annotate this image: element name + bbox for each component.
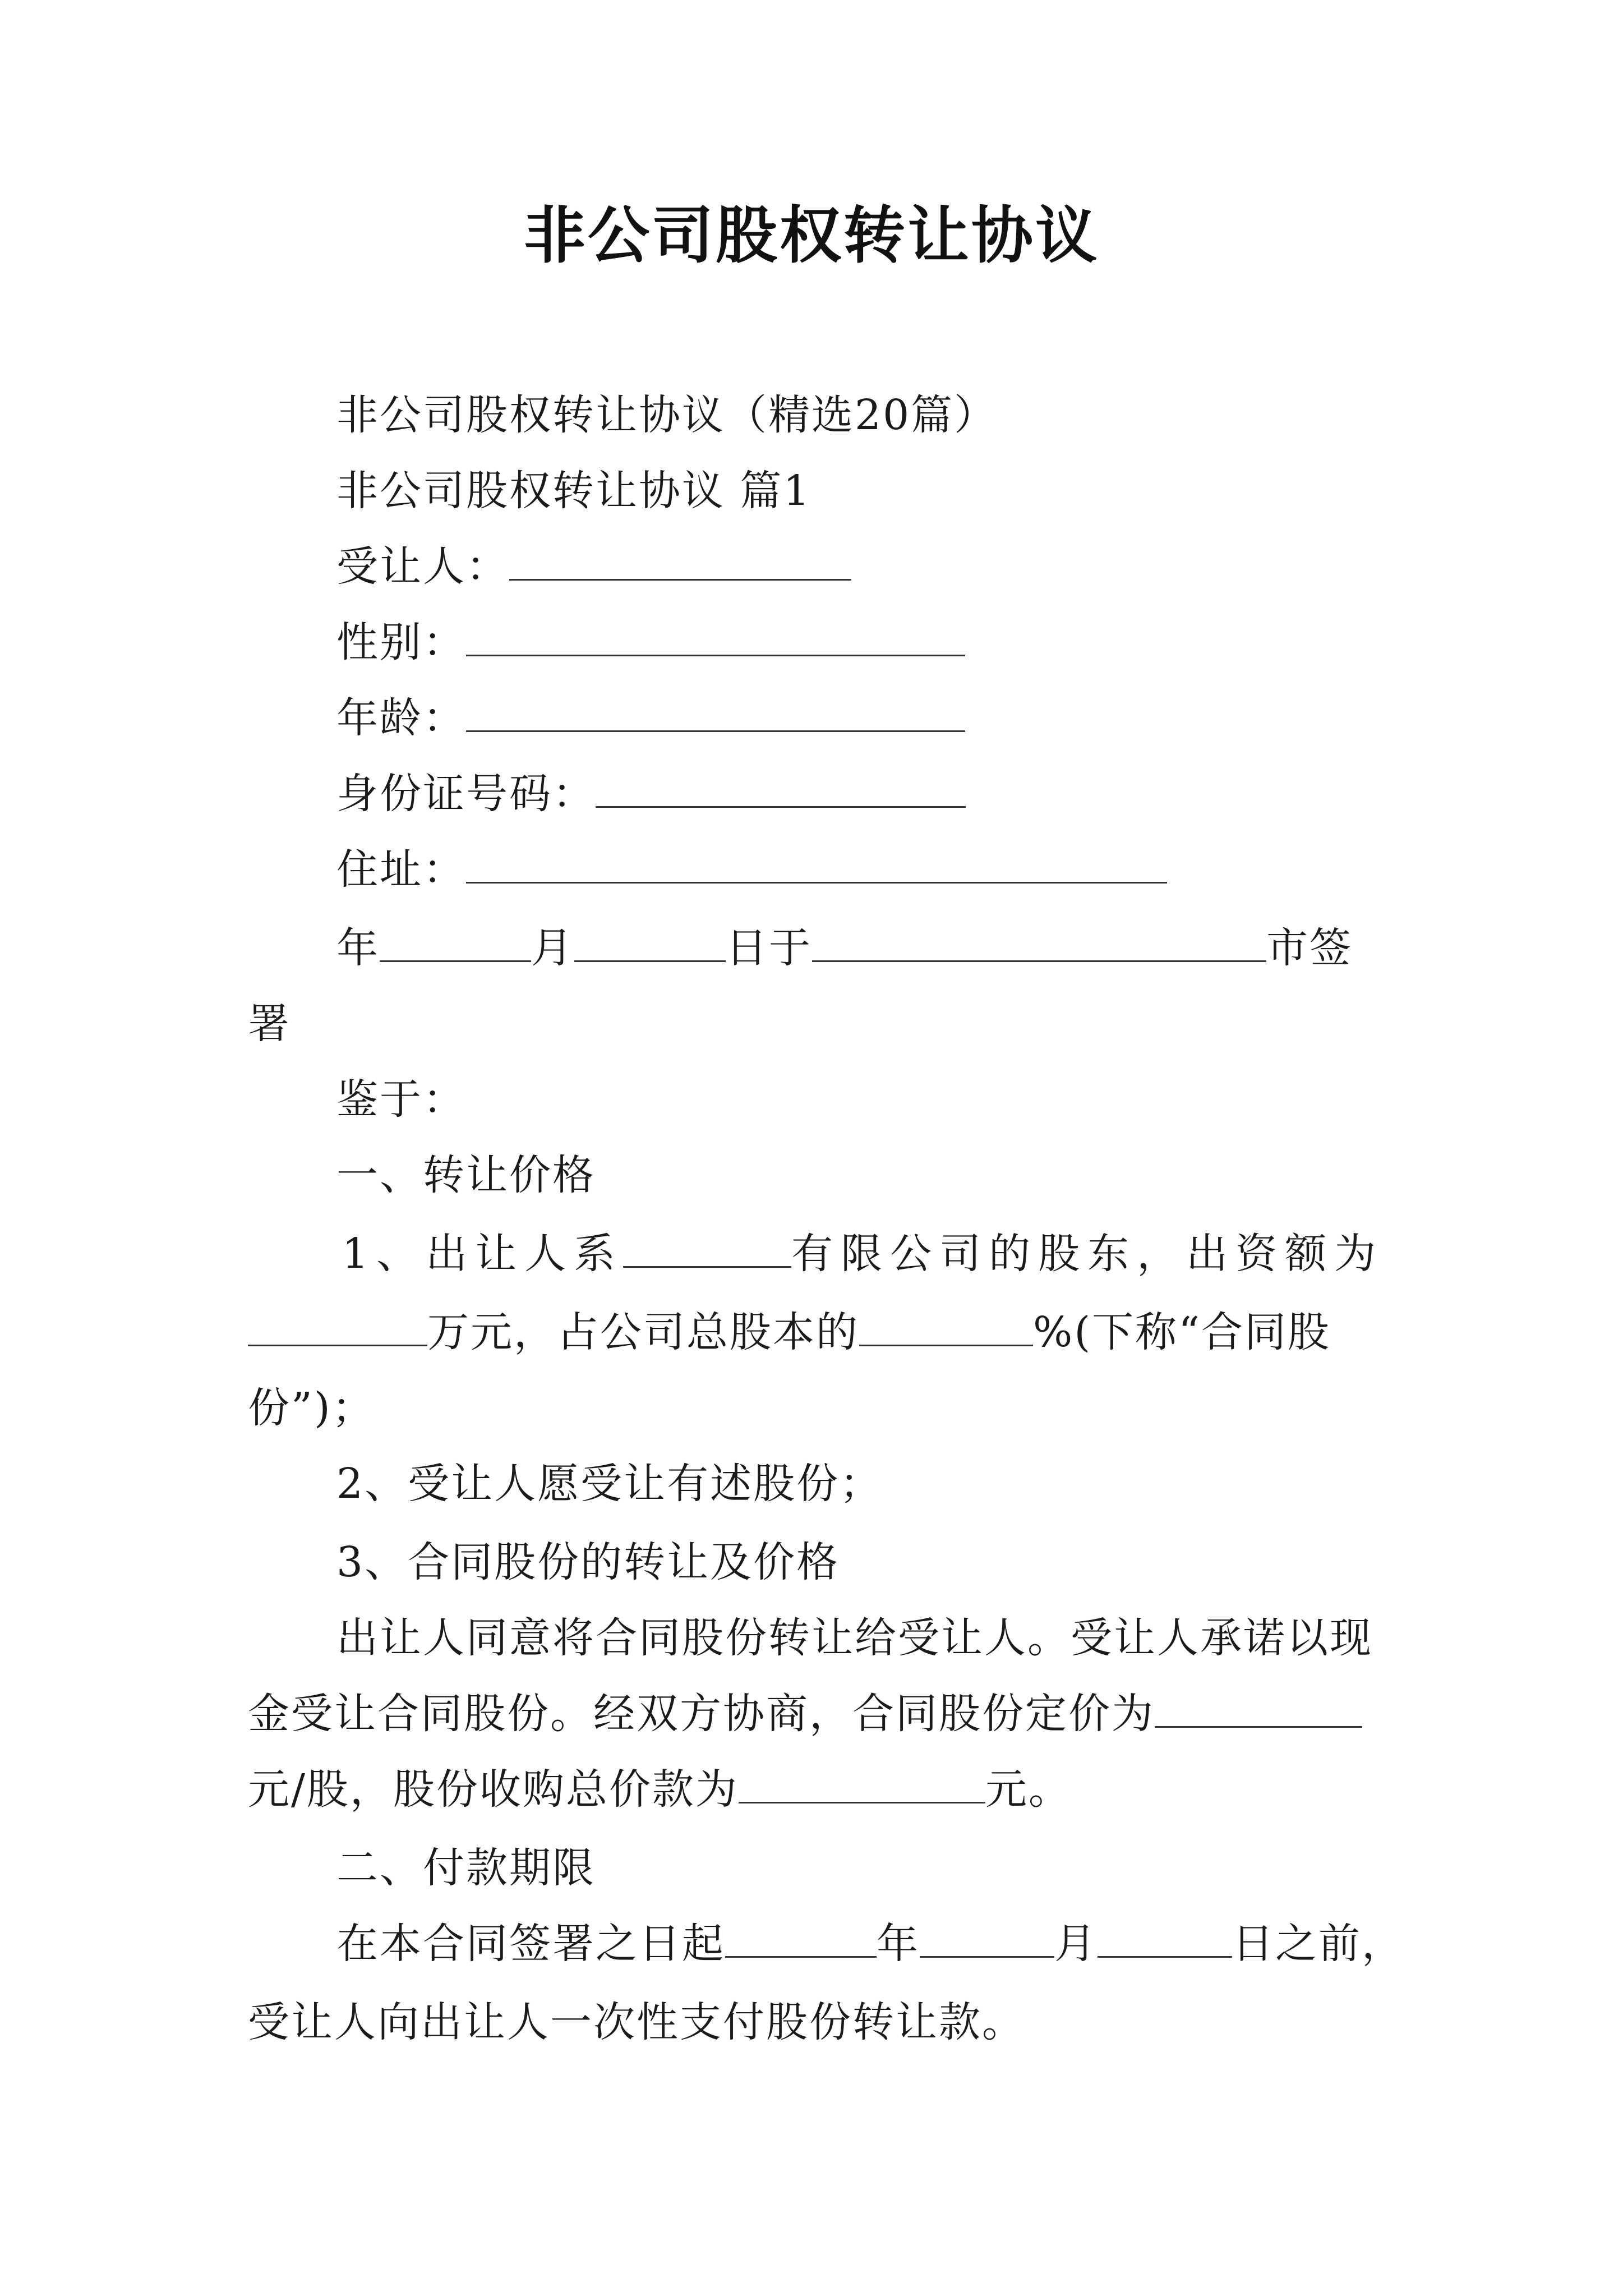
para1-line3 (248, 1761, 1072, 1818)
percent-blank (859, 1305, 1033, 1346)
transferee-label: 受让人： (336, 542, 509, 591)
gender-field (336, 614, 965, 670)
item1-line2 (248, 1304, 1331, 1360)
item1-part-a: 1、出让人系 (342, 1230, 624, 1278)
capital-blank (248, 1305, 427, 1346)
month-label: 月 (531, 924, 574, 972)
document-title: 非公司股权转让协议 (524, 199, 1099, 272)
para1-part-d: 元。 (985, 1765, 1072, 1814)
pay-month-blank (920, 1917, 1054, 1958)
para2-part-d: 日之前， (1232, 1920, 1405, 1968)
address-label: 住址： (336, 845, 466, 894)
gender-label: 性别： (336, 618, 466, 666)
date-line (336, 920, 1353, 976)
pay-year-blank (725, 1917, 877, 1958)
item1-part-c: 万元，占公司总股本的 (427, 1308, 859, 1356)
whereas-label: 鉴于： (336, 1075, 466, 1124)
year-blank (380, 921, 531, 962)
para2-line1 (336, 1916, 1405, 1972)
item3: 3、合同股份的转让及价格 (336, 1538, 840, 1586)
item1-part-d: %(下称“合同股 (1033, 1308, 1331, 1356)
section-heading: 非公司股权转让协议 篇1 (336, 467, 811, 515)
company-blank (623, 1227, 791, 1268)
sign-continuation: 署 (248, 1000, 291, 1048)
address-field (336, 841, 1167, 898)
price-per-share-blank (1155, 1687, 1362, 1728)
transferee-blank (509, 540, 851, 581)
gender-blank (466, 615, 965, 656)
month-blank (574, 921, 726, 962)
para2-part-c: 月 (1054, 1920, 1098, 1968)
section2-heading: 二、付款期限 (336, 1844, 596, 1892)
id-number-label: 身份证号码： (336, 770, 596, 818)
para1-part-b: 金受让合同股份。经双方协商，合同股份定价为 (248, 1690, 1155, 1738)
para1-line1: 出让人同意将合同股份转让给受让人。受让人承诺以现 (336, 1614, 1373, 1662)
para2-part-b: 年 (877, 1920, 920, 1968)
id-number-blank (596, 767, 966, 808)
pay-day-blank (1098, 1917, 1232, 1958)
age-blank (466, 691, 965, 732)
section1-heading: 一、转让价格 (336, 1151, 596, 1199)
item1-line1 (342, 1226, 1384, 1282)
age-label: 年龄： (336, 694, 466, 742)
city-blank (812, 921, 1266, 962)
total-price-blank (739, 1763, 985, 1803)
transferee-field (336, 539, 851, 595)
document-subtitle: 非公司股权转让协议（精选20篇） (336, 391, 998, 439)
id-number-field (336, 766, 966, 822)
item1-part-b: 有限公司的股东，出资额为 (791, 1230, 1384, 1278)
item2: 2、受让人愿受让有述股份； (336, 1460, 883, 1508)
day-at-label: 日于 (726, 924, 812, 972)
year-label: 年 (336, 924, 380, 972)
para2-line2: 受让人向出让人一次性支付股份转让款。 (248, 1998, 1025, 2046)
item1-line3: 份”)； (248, 1384, 375, 1432)
para1-line2 (248, 1686, 1362, 1742)
para2-part-a: 在本合同签署之日起 (336, 1920, 725, 1968)
address-blank (466, 843, 1167, 884)
para1-part-c: 元/股，股份收购总价款为 (248, 1765, 739, 1814)
age-field (336, 690, 965, 746)
city-sign-label: 市签 (1266, 924, 1353, 972)
